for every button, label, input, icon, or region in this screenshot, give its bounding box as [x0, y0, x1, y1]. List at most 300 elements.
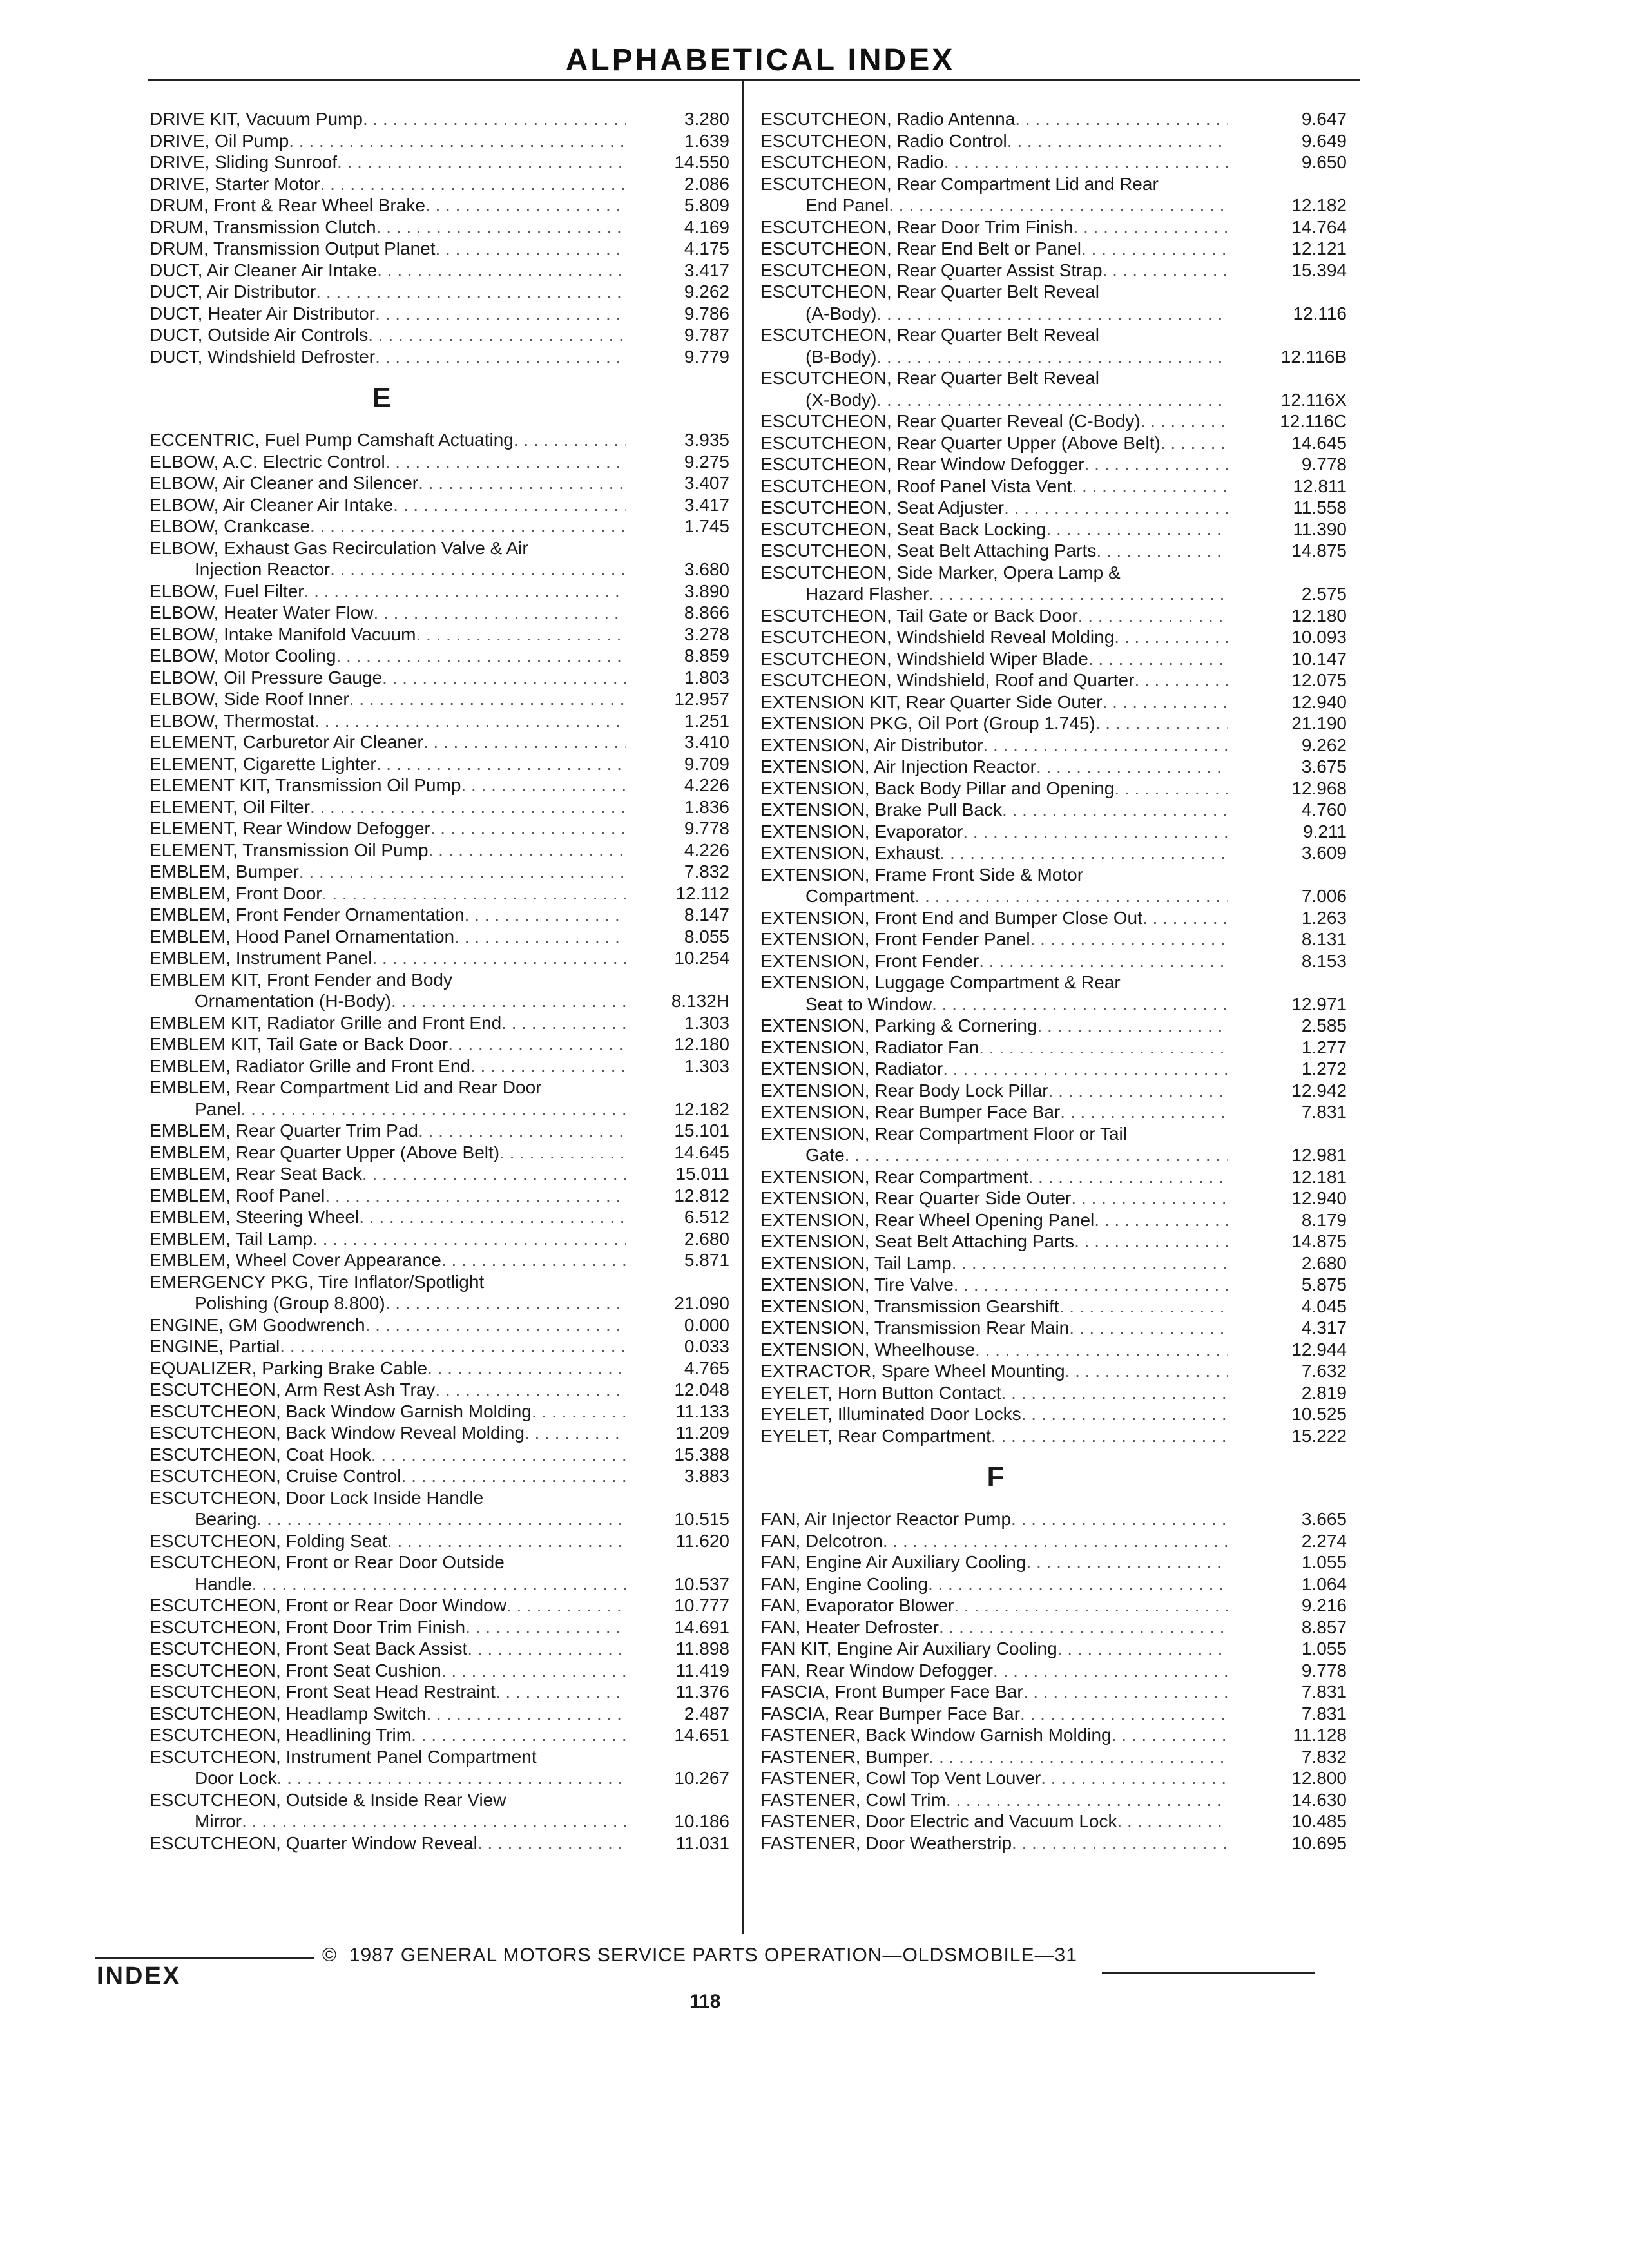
dot-leader [1001, 1382, 1228, 1404]
entry-text: ESCUTCHEON, Front Seat Back Assist [149, 1639, 468, 1658]
index-entry [760, 1253, 1347, 1274]
index-entry [760, 1274, 1347, 1296]
index-entry [760, 1187, 1347, 1209]
index-entry [760, 216, 1347, 238]
entry-text: ESCUTCHEON, Roof Panel Vista Vent [760, 476, 1072, 496]
entry-label [760, 1832, 1228, 1854]
entry-page-ref: 7.831 [1301, 1703, 1347, 1724]
entry-label [760, 1660, 1228, 1682]
entry-text: EXTENSION, Transmission Gearshift [760, 1296, 1059, 1316]
entry-text: ESCUTCHEON, Front Seat Head Restraint [149, 1682, 496, 1702]
entry-page-ref: 7.006 [1301, 886, 1347, 906]
dot-leader [983, 735, 1228, 756]
entry-text: EMBLEM, Rear Quarter Upper (Above Belt) [149, 1142, 500, 1162]
entry-line [760, 540, 1228, 562]
entry-page-ref: 10.515 [674, 1509, 729, 1529]
entry-text: ELEMENT KIT, Transmission Oil Pump [149, 775, 461, 795]
entry-page-ref: 9.647 [1301, 109, 1347, 129]
index-entry [149, 281, 729, 303]
entry-label [760, 260, 1228, 282]
index-entry [149, 1228, 729, 1250]
index-entry [149, 688, 729, 710]
entry-label [149, 1142, 626, 1164]
entry-line [760, 216, 1228, 238]
entry-page-ref: 0.000 [684, 1314, 729, 1335]
dot-leader [330, 559, 626, 581]
entry-continuation [760, 1144, 1228, 1166]
dot-leader [1069, 1317, 1228, 1339]
dot-leader [1117, 1811, 1228, 1832]
entry-text: FAN, Rear Window Defogger [760, 1660, 994, 1680]
index-entry [149, 774, 729, 796]
entry-text: ESCUTCHEON, Rear Quarter Upper (Above Belt) [760, 432, 1161, 453]
entry-page-ref: 3.609 [1301, 843, 1347, 863]
dot-leader [1065, 1360, 1228, 1382]
index-entry [760, 1339, 1347, 1361]
entry-page-ref: 14.651 [674, 1725, 729, 1745]
dot-leader [876, 346, 1228, 368]
entry-page-ref: 12.075 [1291, 670, 1347, 690]
entry-text: ESCUTCHEON, Front or Rear Door Window [149, 1595, 506, 1615]
entry-text: ESCUTCHEON, Side Marker, Opera Lamp & [760, 562, 1121, 582]
entry-label [149, 515, 626, 537]
entry-label [760, 1080, 1228, 1102]
dot-leader [1074, 1231, 1228, 1253]
index-entry [149, 645, 729, 667]
dot-leader [252, 1573, 626, 1595]
index-column-right [760, 108, 1347, 1854]
entry-label [149, 861, 626, 883]
entry-text: EMBLEM, Hood Panel Ornamentation [149, 926, 455, 947]
entry-label [760, 1123, 1228, 1166]
entry-label [760, 972, 1228, 1015]
dot-leader [465, 904, 626, 926]
entry-text: ELBOW, Air Cleaner Air Intake [149, 494, 394, 515]
entry-page-ref: 1.251 [684, 710, 729, 731]
entry-page-ref: 7.831 [1301, 1102, 1347, 1122]
entry-text-continued: Gate [805, 1145, 845, 1165]
entry-label [149, 195, 626, 216]
entry-page-ref: 9.787 [684, 325, 729, 345]
entry-page-ref: 3.665 [1301, 1509, 1347, 1529]
entry-continuation [149, 1508, 626, 1530]
index-entry [760, 260, 1347, 282]
entry-text: ESCUTCHEON, Rear Door Trim Finish [760, 216, 1074, 237]
entry-line [149, 303, 626, 325]
dot-leader [336, 645, 626, 667]
dot-leader [525, 1422, 626, 1444]
entry-page-ref: 15.011 [675, 1164, 729, 1184]
entry-page-ref: 8.153 [1301, 950, 1347, 971]
index-entry [760, 1724, 1347, 1746]
index-entry [760, 1530, 1347, 1552]
index-entry [760, 972, 1347, 1015]
entry-text: ESCUTCHEON, Front Seat Cushion [149, 1660, 441, 1680]
entry-line [149, 818, 626, 840]
entry-text: EYELET, Horn Button Contact [760, 1382, 1001, 1403]
entry-line [760, 1296, 1228, 1318]
entry-text: FASTENER, Door Electric and Vacuum Lock [760, 1811, 1117, 1831]
entry-text: DRUM, Front & Rear Wheel Brake [149, 195, 425, 215]
index-entry [149, 840, 729, 861]
dot-leader [1094, 1209, 1228, 1231]
index-entry [149, 667, 729, 689]
entry-label [760, 1231, 1228, 1253]
entry-line [149, 1358, 626, 1379]
index-entry [760, 648, 1347, 670]
entry-page-ref: 1.745 [684, 516, 729, 536]
entry-label [149, 1120, 626, 1142]
entry-line [149, 861, 626, 883]
entry-line [760, 1508, 1228, 1530]
entry-text: DUCT, Outside Air Controls [149, 325, 369, 345]
entry-line [760, 1703, 1228, 1725]
dot-leader [1041, 1767, 1228, 1789]
entry-line [149, 1465, 626, 1487]
entry-page-ref: 12.116 [1293, 303, 1347, 323]
entry-line [149, 1401, 626, 1423]
index-entry [760, 950, 1347, 972]
dot-leader [375, 346, 626, 368]
entry-page-ref: 7.831 [1301, 1682, 1347, 1702]
entry-page-ref: 12.944 [1291, 1339, 1347, 1360]
entry-text-continued: Door Lock [195, 1768, 277, 1788]
entry-page-ref: 12.182 [674, 1099, 729, 1119]
entry-label [149, 451, 626, 473]
entry-label [149, 883, 626, 905]
index-entry [149, 346, 729, 368]
entry-text: ESCUTCHEON, Rear Window Defogger [760, 454, 1084, 474]
index-entry [760, 1660, 1347, 1682]
entry-text: DUCT, Air Distributor [149, 282, 316, 302]
index-entry [149, 1724, 729, 1746]
entry-page-ref: 8.132H [671, 991, 729, 1011]
entry-page-ref: 12.981 [1291, 1145, 1347, 1165]
entry-page-ref: 11.898 [675, 1639, 729, 1658]
entry-line [760, 1832, 1228, 1854]
entry-text: DUCT, Air Cleaner Air Intake [149, 260, 378, 280]
entry-text: EMERGENCY PKG, Tire Inflator/Spotlight [149, 1271, 485, 1292]
entry-line [760, 260, 1228, 282]
entry-line [760, 648, 1228, 670]
dot-leader [1096, 540, 1228, 562]
dot-leader [320, 173, 626, 195]
index-entry [149, 1832, 729, 1854]
dot-leader [1036, 756, 1228, 778]
entry-label [760, 1595, 1228, 1617]
entry-text: EMBLEM, Bumper [149, 861, 299, 881]
entry-page-ref: 12.971 [1291, 994, 1347, 1014]
entry-text: ELBOW, Intake Manifold Vacuum [149, 624, 416, 644]
entry-label [149, 216, 626, 238]
index-entry [149, 1530, 729, 1552]
entry-text: EXTENSION, Front Fender Panel [760, 929, 1030, 949]
dot-leader [304, 581, 626, 602]
dot-leader [501, 1012, 626, 1034]
index-entry [149, 753, 729, 775]
dot-leader [1103, 260, 1228, 282]
entry-page-ref: 4.317 [1301, 1318, 1347, 1338]
dot-leader [362, 1163, 626, 1185]
entry-page-ref: 10.093 [1291, 627, 1347, 647]
index-entry [760, 108, 1347, 130]
dot-leader [477, 1832, 626, 1854]
entry-line [149, 688, 626, 710]
dot-leader [1072, 476, 1228, 497]
entry-page-ref: 5.871 [684, 1250, 729, 1270]
entry-page-ref: 9.262 [684, 282, 729, 302]
entry-line [760, 476, 1228, 497]
entry-label [760, 1058, 1228, 1080]
entry-label [760, 497, 1228, 519]
dot-leader [993, 1660, 1228, 1682]
dot-leader [1002, 799, 1228, 821]
entry-label [149, 108, 626, 130]
index-entry [149, 1206, 729, 1228]
entry-text: ESCUTCHEON, Coat Hook [149, 1444, 371, 1465]
index-entry [760, 1360, 1347, 1382]
entry-page-ref: 3.278 [684, 624, 729, 644]
index-entry [149, 1120, 729, 1142]
entry-text: EXTENSION, Evaporator [760, 821, 963, 841]
entry-label [149, 840, 626, 861]
entry-text: EXTENSION, Frame Front Side & Motor [760, 864, 1084, 885]
entry-text: ESCUTCHEON, Headlamp Switch [149, 1703, 427, 1724]
entry-line [760, 1187, 1228, 1209]
index-entry [760, 130, 1347, 152]
entry-text: EXTENSION, Exhaust [760, 843, 940, 863]
index-entry [149, 1638, 729, 1660]
entry-text: EXTENSION, Front Fender [760, 950, 979, 971]
entry-page-ref: 12.180 [674, 1034, 729, 1054]
index-entry [149, 1465, 729, 1487]
entry-page-ref: 4.175 [684, 238, 729, 258]
entry-label [149, 1746, 626, 1789]
index-entry [760, 1767, 1347, 1789]
dot-leader [322, 883, 626, 905]
entry-page-ref: 8.857 [1301, 1617, 1347, 1637]
entry-line [760, 1573, 1228, 1595]
dot-leader [883, 1530, 1228, 1552]
entry-page-ref: 3.935 [684, 430, 729, 450]
entry-label [149, 1163, 626, 1185]
index-entry [760, 562, 1347, 605]
dot-leader [845, 1144, 1228, 1166]
column-divider [742, 79, 744, 1934]
dot-leader [310, 515, 626, 537]
entry-page-ref: 15.394 [1291, 260, 1347, 280]
index-entry [760, 842, 1347, 864]
entry-line [760, 713, 1228, 735]
index-entry [149, 429, 729, 451]
footer-rule-left [95, 1957, 314, 1959]
entry-page-ref: 9.786 [684, 303, 729, 323]
index-entry [149, 1249, 729, 1271]
entry-page-ref: 1.303 [684, 1055, 729, 1076]
dot-leader [1037, 1015, 1228, 1037]
index-entry [149, 108, 729, 130]
entry-label [149, 1012, 626, 1034]
entry-page-ref: 14.550 [674, 152, 729, 172]
entry-text: DUCT, Heater Air Distributor [149, 303, 376, 323]
entry-label [149, 1228, 626, 1250]
entry-label [760, 1638, 1228, 1660]
dot-leader [435, 1379, 626, 1401]
index-entry [760, 1015, 1347, 1037]
entry-text: ELBOW, Heater Water Flow [149, 602, 374, 622]
entry-page-ref: 7.632 [1301, 1361, 1347, 1381]
entry-text: ESCUTCHEON, Rear Compartment Lid and Rear [760, 173, 1159, 194]
entry-page-ref: 14.691 [674, 1617, 729, 1637]
entry-text: ENGINE, Partial [149, 1336, 280, 1356]
entry-page-ref: 1.303 [684, 1012, 729, 1033]
entry-text: ESCUTCHEON, Headlining Trim [149, 1725, 412, 1745]
entry-line [149, 1638, 626, 1660]
entry-page-ref: 4.760 [1301, 800, 1347, 820]
index-entry [760, 281, 1347, 324]
entry-label [149, 1444, 626, 1466]
entry-text: ELEMENT, Oil Filter [149, 796, 310, 817]
entry-line [149, 883, 626, 905]
entry-line [149, 926, 626, 948]
index-entry [760, 864, 1347, 907]
index-entry [760, 410, 1347, 432]
index-entry [760, 238, 1347, 260]
dot-leader [1114, 778, 1228, 800]
entry-text: FASTENER, Door Weatherstrip [760, 1832, 1012, 1853]
entry-page-ref: 4.045 [1301, 1296, 1347, 1316]
index-entry [760, 1382, 1347, 1404]
entry-page-ref: 11.133 [675, 1401, 729, 1421]
entry-label [760, 1767, 1228, 1789]
entry-line [760, 1724, 1228, 1746]
entry-text: DRUM, Transmission Clutch [149, 216, 376, 237]
entry-label [149, 1724, 626, 1746]
entry-line [760, 238, 1228, 260]
dot-leader [1048, 1080, 1228, 1102]
entry-text: EMBLEM, Tail Lamp [149, 1228, 313, 1249]
entry-page-ref: 11.620 [675, 1530, 729, 1551]
entry-line [149, 1444, 626, 1466]
entry-text: ELEMENT, Rear Window Defogger [149, 818, 430, 838]
dot-leader [427, 1358, 626, 1379]
dot-leader [1081, 238, 1228, 260]
entry-text: EMBLEM, Steering Wheel [149, 1207, 360, 1227]
entry-line [760, 1274, 1228, 1296]
entry-label [760, 1811, 1228, 1832]
index-entry [149, 151, 729, 173]
entry-page-ref: 10.537 [674, 1573, 729, 1594]
entry-label [760, 648, 1228, 670]
entry-line [149, 1595, 626, 1617]
entry-page-ref: 21.090 [674, 1293, 729, 1313]
index-entry [760, 756, 1347, 778]
entry-line [760, 1660, 1228, 1682]
entry-label [760, 562, 1228, 605]
dot-leader [448, 1033, 626, 1055]
entry-line [149, 1681, 626, 1703]
entry-line [760, 497, 1228, 519]
entry-label [760, 1703, 1228, 1725]
entry-page-ref: 4.226 [684, 840, 729, 860]
entry-page-ref: 10.485 [1291, 1811, 1347, 1831]
entry-page-ref: 12.048 [674, 1379, 729, 1399]
entry-line [760, 950, 1228, 972]
dot-leader [979, 950, 1228, 972]
entry-text: ESCUTCHEON, Rear Quarter Reveal (C-Body) [760, 411, 1141, 431]
entry-label [760, 778, 1228, 800]
index-entry [760, 907, 1347, 929]
entry-text: ESCUTCHEON, Seat Belt Attaching Parts [760, 541, 1097, 561]
entry-line [760, 410, 1228, 432]
dot-leader [1084, 454, 1228, 476]
entry-text: EMBLEM, Rear Compartment Lid and Rear Door [149, 1077, 542, 1097]
entry-label [149, 624, 626, 646]
entry-page-ref: 7.832 [684, 861, 729, 881]
index-entry [149, 1271, 729, 1314]
index-entry [149, 883, 729, 905]
entry-text: EMBLEM KIT, Front Fender and Body [149, 969, 452, 990]
entry-text: ELBOW, Thermostat [149, 710, 315, 731]
entry-page-ref: 2.274 [1301, 1530, 1347, 1551]
entry-page-ref: 3.407 [684, 473, 729, 493]
entry-label [149, 926, 626, 948]
dot-leader [391, 990, 626, 1012]
index-entry [149, 216, 729, 238]
entry-text: ESCUTCHEON, Seat Adjuster [760, 497, 1005, 517]
entry-label [760, 950, 1228, 972]
entry-label [760, 173, 1228, 216]
footer-copyright: © 1987 GENERAL MOTORS SERVICE PARTS OPERATION—OLDSMOBILE—31 [322, 1945, 1077, 1966]
entry-text: ESCUTCHEON, Back Window Garnish Molding [149, 1401, 532, 1421]
entry-page-ref: 9.649 [1301, 130, 1347, 151]
index-entry [149, 1163, 729, 1185]
entry-text: ELEMENT, Cigarette Lighter [149, 753, 376, 774]
dot-leader [1161, 432, 1228, 454]
entry-label [149, 1077, 626, 1120]
dot-leader [359, 1206, 626, 1228]
entry-label [760, 1573, 1228, 1595]
entry-page-ref: 1.055 [1301, 1552, 1347, 1572]
entry-label [760, 907, 1228, 929]
entry-line [149, 195, 626, 216]
entry-text: EMBLEM KIT, Radiator Grille and Front End [149, 1012, 502, 1033]
entry-text: EXTENSION, Wheelhouse [760, 1339, 976, 1360]
entry-line [149, 515, 626, 537]
entry-label [760, 1274, 1228, 1296]
index-entry [149, 581, 729, 602]
dot-leader [418, 1120, 626, 1142]
entry-page-ref: 10.186 [674, 1811, 729, 1831]
entry-label [149, 602, 626, 624]
entry-label [760, 1339, 1228, 1361]
entry-text: ELEMENT, Transmission Oil Pump [149, 840, 429, 860]
entry-page-ref: 3.417 [684, 260, 729, 280]
entry-line [760, 1681, 1228, 1703]
dot-leader [337, 151, 626, 173]
index-entry [760, 1681, 1347, 1703]
dot-leader [470, 1055, 626, 1077]
entry-continuation [149, 990, 626, 1012]
entry-page-ref: 9.211 [1303, 821, 1347, 841]
entry-page-ref: 21.190 [1291, 713, 1347, 733]
entry-line [149, 710, 626, 732]
entry-page-ref: 2.585 [1301, 1015, 1347, 1035]
entry-line [149, 1832, 626, 1854]
dot-leader [418, 472, 626, 494]
entry-text: ESCUTCHEON, Tail Gate or Back Door [760, 605, 1078, 626]
entry-line [149, 731, 626, 753]
